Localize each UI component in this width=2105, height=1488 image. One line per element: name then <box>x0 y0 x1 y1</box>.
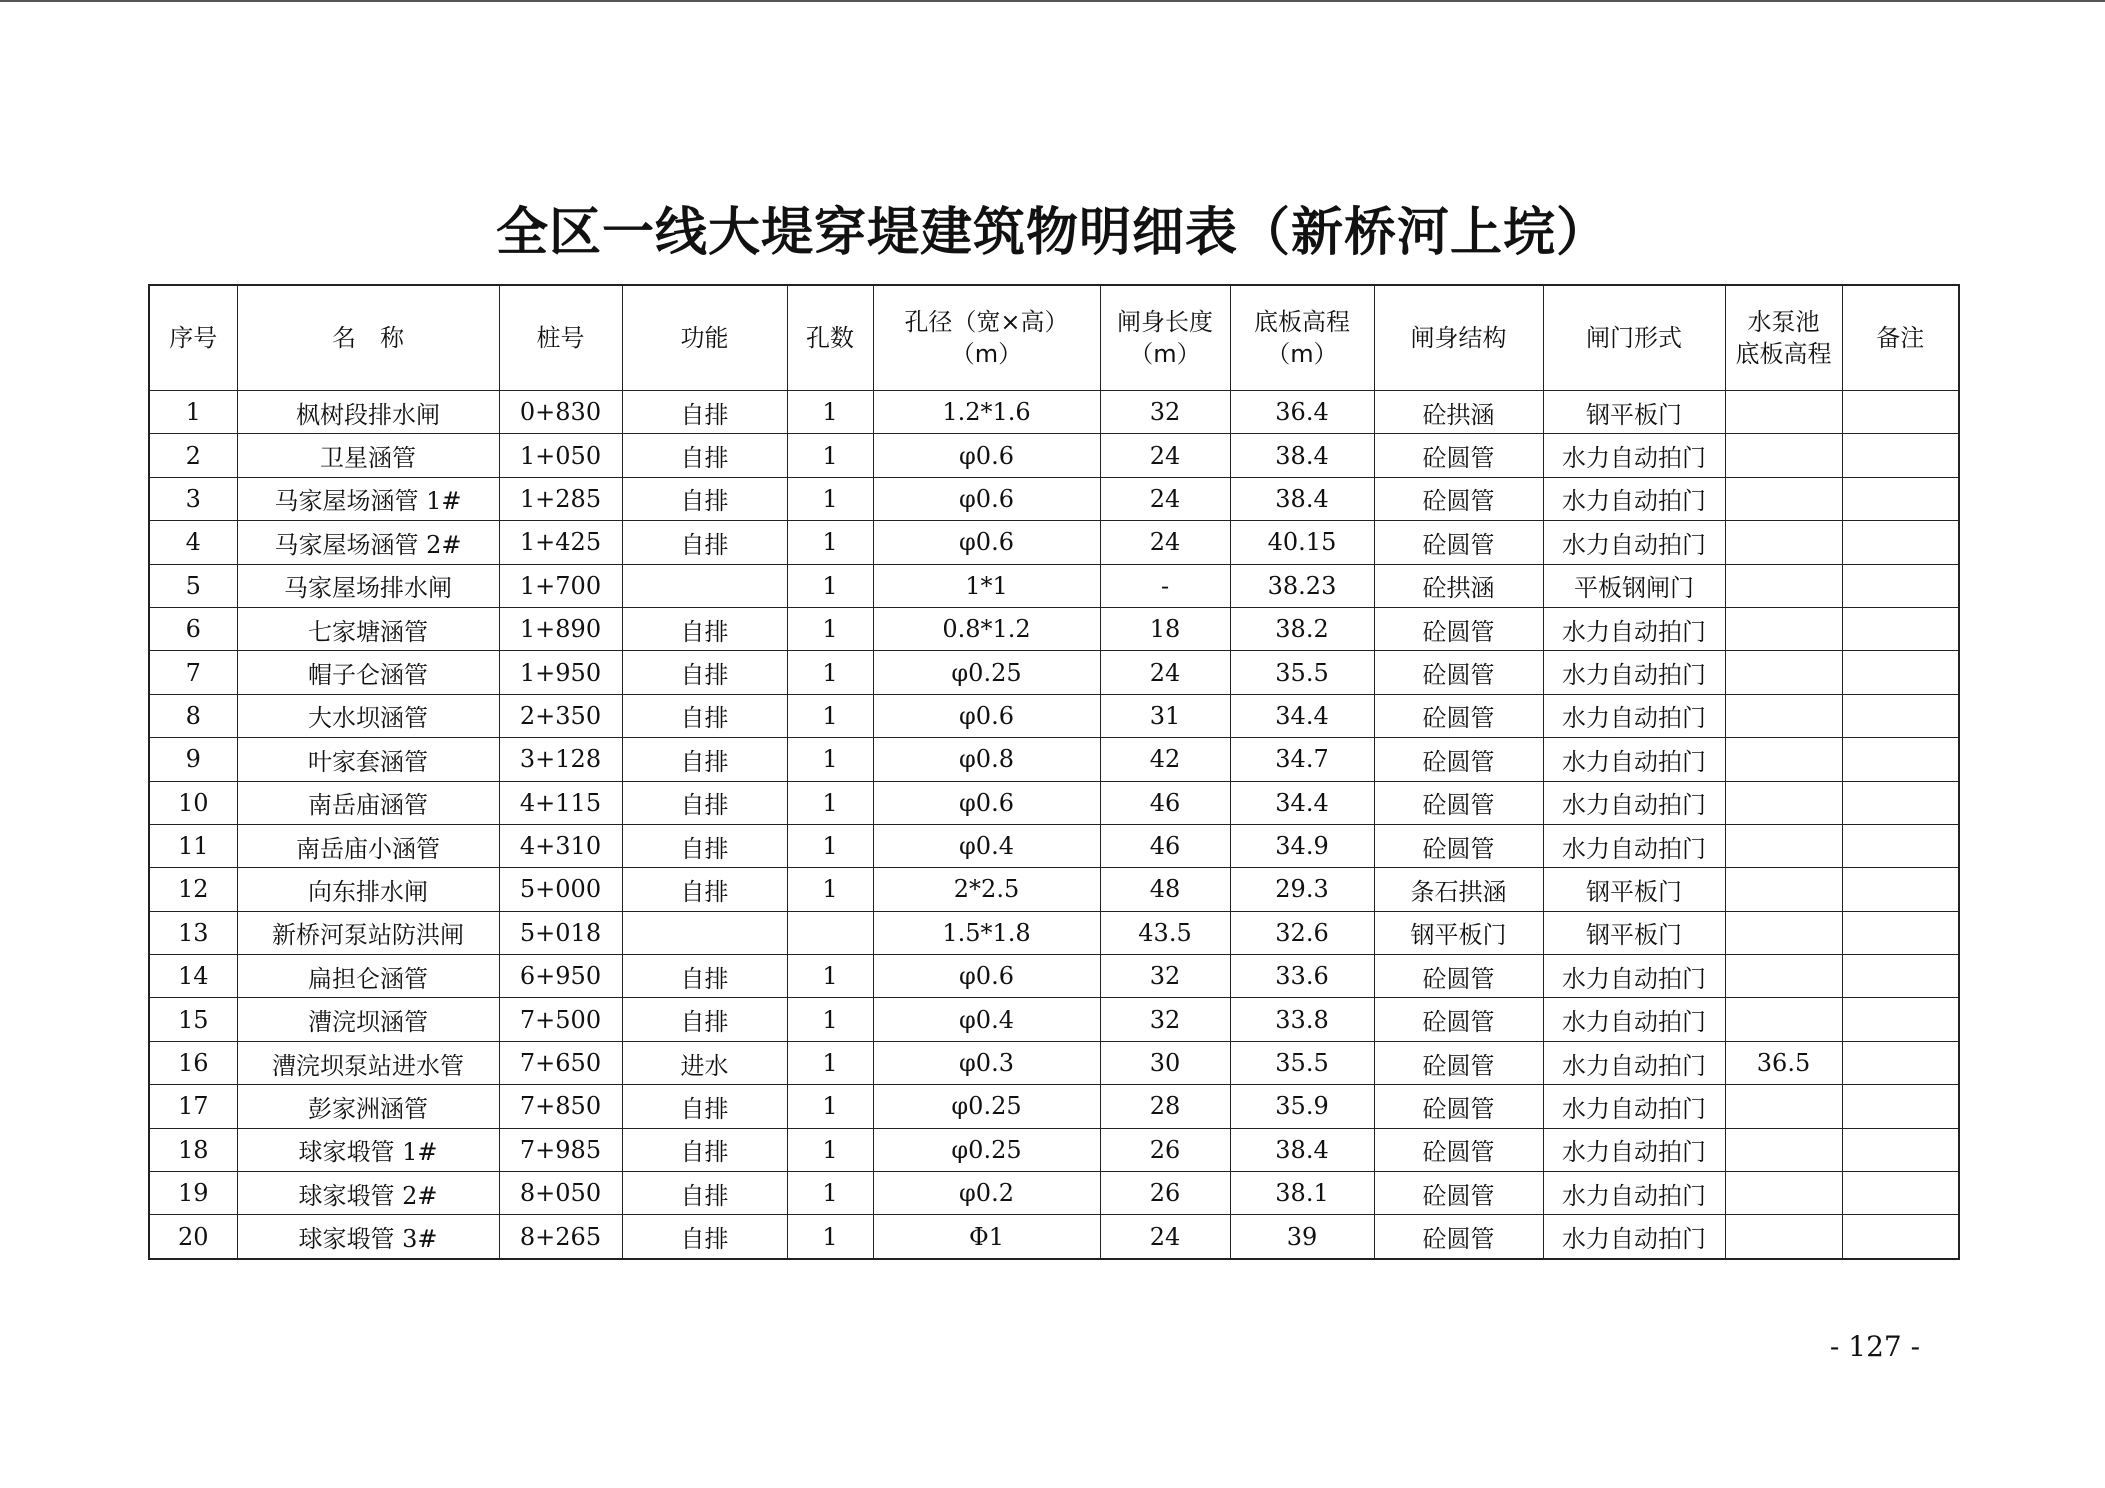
cell-seq: 5 <box>149 564 237 607</box>
cell-hole-size: φ0.6 <box>873 477 1100 520</box>
cell-name: 马家屋场涵管 1# <box>237 477 499 520</box>
table-row <box>149 998 1959 1041</box>
header-hole-size: 孔径（宽×高） （m） <box>873 285 1100 391</box>
cell-gate-structure: 砼圆管 <box>1374 1085 1543 1128</box>
cell-holes: 1 <box>787 1128 873 1171</box>
table-row <box>149 694 1959 737</box>
cell-pump-pool-elevation <box>1725 1215 1842 1259</box>
cell-gate-type: 水力自动拍门 <box>1543 1041 1725 1084</box>
cell-station: 3+128 <box>499 738 622 781</box>
cell-station: 8+050 <box>499 1172 622 1215</box>
cell-floor-elevation: 35.5 <box>1230 1041 1374 1084</box>
cell-note <box>1842 955 1959 998</box>
cell-holes: 1 <box>787 477 873 520</box>
cell-function: 自排 <box>622 1128 787 1171</box>
cell-station: 8+265 <box>499 1215 622 1259</box>
header-name: 名 称 <box>237 285 499 391</box>
cell-holes: 1 <box>787 1041 873 1084</box>
cell-holes: 1 <box>787 651 873 694</box>
cell-function: 自排 <box>622 1085 787 1128</box>
table-row <box>149 911 1959 954</box>
cell-gate-type: 钢平板门 <box>1543 868 1725 911</box>
cell-holes: 1 <box>787 694 873 737</box>
cell-note <box>1842 651 1959 694</box>
cell-hole-size: φ0.3 <box>873 1041 1100 1084</box>
cell-name: 卫星涵管 <box>237 434 499 477</box>
cell-note <box>1842 391 1959 434</box>
cell-name: 球家塅管 1# <box>237 1128 499 1171</box>
cell-gate-length: 24 <box>1100 521 1230 564</box>
cell-name: 大水坝涵管 <box>237 694 499 737</box>
cell-station: 1+950 <box>499 651 622 694</box>
cell-gate-length: 24 <box>1100 651 1230 694</box>
cell-station: 0+830 <box>499 391 622 434</box>
cell-pump-pool-elevation <box>1725 781 1842 824</box>
cell-hole-size: φ0.25 <box>873 651 1100 694</box>
cell-seq: 13 <box>149 911 237 954</box>
cell-name: 球家塅管 3# <box>237 1215 499 1259</box>
cell-gate-structure: 砼圆管 <box>1374 738 1543 781</box>
table-row <box>149 1172 1959 1215</box>
structures-table <box>148 284 1960 1260</box>
cell-name: 马家屋场排水闸 <box>237 564 499 607</box>
cell-note <box>1842 434 1959 477</box>
cell-pump-pool-elevation <box>1725 694 1842 737</box>
cell-gate-length: 24 <box>1100 1215 1230 1259</box>
cell-hole-size: φ0.4 <box>873 998 1100 1041</box>
cell-gate-type: 水力自动拍门 <box>1543 738 1725 781</box>
cell-note <box>1842 781 1959 824</box>
cell-holes: 1 <box>787 1172 873 1215</box>
cell-seq: 15 <box>149 998 237 1041</box>
cell-gate-type: 钢平板门 <box>1543 391 1725 434</box>
cell-gate-structure: 砼圆管 <box>1374 1172 1543 1215</box>
cell-gate-length: 32 <box>1100 998 1230 1041</box>
cell-floor-elevation: 38.4 <box>1230 477 1374 520</box>
table-row <box>149 434 1959 477</box>
cell-note <box>1842 824 1959 867</box>
cell-pump-pool-elevation <box>1725 477 1842 520</box>
cell-floor-elevation: 35.5 <box>1230 651 1374 694</box>
cell-gate-type: 水力自动拍门 <box>1543 955 1725 998</box>
table-row <box>149 868 1959 911</box>
cell-floor-elevation: 34.4 <box>1230 694 1374 737</box>
cell-gate-structure: 砼圆管 <box>1374 521 1543 564</box>
cell-holes: 1 <box>787 824 873 867</box>
cell-pump-pool-elevation <box>1725 911 1842 954</box>
cell-gate-type: 水力自动拍门 <box>1543 434 1725 477</box>
table-row <box>149 1041 1959 1084</box>
cell-hole-size: φ0.6 <box>873 781 1100 824</box>
cell-floor-elevation: 36.4 <box>1230 391 1374 434</box>
cell-holes: 1 <box>787 998 873 1041</box>
cell-station: 1+425 <box>499 521 622 564</box>
table-row <box>149 521 1959 564</box>
cell-hole-size: 2*2.5 <box>873 868 1100 911</box>
cell-gate-length: 48 <box>1100 868 1230 911</box>
cell-floor-elevation: 39 <box>1230 1215 1374 1259</box>
header-pump-pool-elevation: 水泵池 底板高程 <box>1725 285 1842 391</box>
cell-pump-pool-elevation <box>1725 434 1842 477</box>
cell-gate-structure: 砼拱涵 <box>1374 564 1543 607</box>
cell-station: 5+000 <box>499 868 622 911</box>
cell-name: 帽子仑涵管 <box>237 651 499 694</box>
cell-note <box>1842 911 1959 954</box>
cell-hole-size: φ0.8 <box>873 738 1100 781</box>
cell-function: 自排 <box>622 1215 787 1259</box>
cell-function: 自排 <box>622 868 787 911</box>
cell-station: 1+285 <box>499 477 622 520</box>
cell-function: 自排 <box>622 607 787 650</box>
header-function: 功能 <box>622 285 787 391</box>
cell-function: 进水 <box>622 1041 787 1084</box>
cell-name: 球家塅管 2# <box>237 1172 499 1215</box>
cell-gate-type: 水力自动拍门 <box>1543 651 1725 694</box>
cell-gate-type: 水力自动拍门 <box>1543 477 1725 520</box>
cell-note <box>1842 998 1959 1041</box>
cell-gate-type: 平板钢闸门 <box>1543 564 1725 607</box>
cell-gate-length: 26 <box>1100 1128 1230 1171</box>
cell-function: 自排 <box>622 391 787 434</box>
cell-gate-structure: 砼圆管 <box>1374 607 1543 650</box>
cell-holes: 1 <box>787 1215 873 1259</box>
cell-pump-pool-elevation <box>1725 1172 1842 1215</box>
cell-station: 7+650 <box>499 1041 622 1084</box>
cell-function: 自排 <box>622 651 787 694</box>
cell-holes: 1 <box>787 955 873 998</box>
cell-gate-length: 30 <box>1100 1041 1230 1084</box>
cell-note <box>1842 1172 1959 1215</box>
cell-gate-type: 水力自动拍门 <box>1543 1172 1725 1215</box>
cell-pump-pool-elevation <box>1725 1085 1842 1128</box>
cell-name: 漕浣坝涵管 <box>237 998 499 1041</box>
cell-floor-elevation: 38.23 <box>1230 564 1374 607</box>
cell-station: 7+985 <box>499 1128 622 1171</box>
cell-note <box>1842 564 1959 607</box>
cell-station: 2+350 <box>499 694 622 737</box>
cell-gate-structure: 砼圆管 <box>1374 998 1543 1041</box>
header-note: 备注 <box>1842 285 1959 391</box>
cell-note <box>1842 1128 1959 1171</box>
table-row <box>149 607 1959 650</box>
cell-note <box>1842 694 1959 737</box>
cell-pump-pool-elevation <box>1725 521 1842 564</box>
cell-pump-pool-elevation <box>1725 955 1842 998</box>
header-holes: 孔数 <box>787 285 873 391</box>
table-row <box>149 477 1959 520</box>
table-row <box>149 824 1959 867</box>
page-top-border <box>0 0 2105 2</box>
cell-gate-type: 水力自动拍门 <box>1543 824 1725 867</box>
cell-floor-elevation: 35.9 <box>1230 1085 1374 1128</box>
cell-function: 自排 <box>622 781 787 824</box>
cell-holes: 1 <box>787 868 873 911</box>
table-row <box>149 738 1959 781</box>
header-floor-elevation: 底板高程 （m） <box>1230 285 1374 391</box>
page-title: 全区一线大堤穿堤建筑物明细表（新桥河上垸） <box>495 203 1609 263</box>
cell-holes: 1 <box>787 738 873 781</box>
cell-gate-structure: 砼圆管 <box>1374 694 1543 737</box>
cell-station: 4+310 <box>499 824 622 867</box>
cell-pump-pool-elevation <box>1725 391 1842 434</box>
cell-gate-type: 水力自动拍门 <box>1543 1085 1725 1128</box>
cell-gate-length: 43.5 <box>1100 911 1230 954</box>
cell-note <box>1842 868 1959 911</box>
cell-name: 漕浣坝泵站进水管 <box>237 1041 499 1084</box>
cell-hole-size: 0.8*1.2 <box>873 607 1100 650</box>
cell-gate-structure: 砼圆管 <box>1374 955 1543 998</box>
cell-gate-type: 钢平板门 <box>1543 911 1725 954</box>
table-row <box>149 651 1959 694</box>
cell-seq: 18 <box>149 1128 237 1171</box>
cell-hole-size: 1*1 <box>873 564 1100 607</box>
cell-station: 5+018 <box>499 911 622 954</box>
table-row <box>149 391 1959 434</box>
cell-gate-structure: 砼拱涵 <box>1374 391 1543 434</box>
cell-seq: 4 <box>149 521 237 564</box>
cell-gate-structure: 钢平板门 <box>1374 911 1543 954</box>
cell-station: 6+950 <box>499 955 622 998</box>
cell-seq: 17 <box>149 1085 237 1128</box>
cell-function: 自排 <box>622 477 787 520</box>
cell-floor-elevation: 38.1 <box>1230 1172 1374 1215</box>
cell-floor-elevation: 40.15 <box>1230 521 1374 564</box>
cell-hole-size: φ0.25 <box>873 1085 1100 1128</box>
cell-gate-structure: 砼圆管 <box>1374 434 1543 477</box>
cell-gate-type: 水力自动拍门 <box>1543 781 1725 824</box>
cell-floor-elevation: 34.7 <box>1230 738 1374 781</box>
cell-floor-elevation: 33.6 <box>1230 955 1374 998</box>
cell-seq: 14 <box>149 955 237 998</box>
cell-hole-size: φ0.25 <box>873 1128 1100 1171</box>
table-row <box>149 1215 1959 1259</box>
cell-hole-size: φ0.4 <box>873 824 1100 867</box>
cell-name: 七家塘涵管 <box>237 607 499 650</box>
cell-holes: 1 <box>787 434 873 477</box>
cell-holes: 1 <box>787 391 873 434</box>
table-row <box>149 564 1959 607</box>
cell-gate-length: 46 <box>1100 781 1230 824</box>
cell-gate-structure: 砼圆管 <box>1374 781 1543 824</box>
cell-hole-size: φ0.6 <box>873 521 1100 564</box>
cell-gate-type: 水力自动拍门 <box>1543 521 1725 564</box>
cell-note <box>1842 521 1959 564</box>
cell-holes: 1 <box>787 521 873 564</box>
cell-function: 自排 <box>622 1172 787 1215</box>
cell-holes: 1 <box>787 607 873 650</box>
cell-gate-length: 32 <box>1100 955 1230 998</box>
cell-gate-length: 24 <box>1100 477 1230 520</box>
cell-name: 扁担仑涵管 <box>237 955 499 998</box>
cell-gate-length: 18 <box>1100 607 1230 650</box>
cell-note <box>1842 1085 1959 1128</box>
table-row <box>149 1128 1959 1171</box>
cell-hole-size: φ0.6 <box>873 955 1100 998</box>
cell-hole-size: φ0.2 <box>873 1172 1100 1215</box>
cell-name: 叶家套涵管 <box>237 738 499 781</box>
cell-hole-size: Φ1 <box>873 1215 1100 1259</box>
cell-holes: 1 <box>787 564 873 607</box>
cell-floor-elevation: 38.4 <box>1230 1128 1374 1171</box>
cell-name: 彭家洲涵管 <box>237 1085 499 1128</box>
cell-seq: 20 <box>149 1215 237 1259</box>
cell-pump-pool-elevation <box>1725 738 1842 781</box>
cell-pump-pool-elevation <box>1725 824 1842 867</box>
header-gate-structure: 闸身结构 <box>1374 285 1543 391</box>
cell-hole-size: φ0.6 <box>873 694 1100 737</box>
cell-pump-pool-elevation <box>1725 651 1842 694</box>
cell-hole-size: 1.5*1.8 <box>873 911 1100 954</box>
cell-function <box>622 564 787 607</box>
table-body <box>149 391 1959 1259</box>
cell-name: 枫树段排水闸 <box>237 391 499 434</box>
cell-seq: 1 <box>149 391 237 434</box>
cell-note <box>1842 1041 1959 1084</box>
cell-name: 新桥河泵站防洪闸 <box>237 911 499 954</box>
cell-gate-structure: 砼圆管 <box>1374 651 1543 694</box>
cell-gate-structure: 砼圆管 <box>1374 1041 1543 1084</box>
cell-seq: 6 <box>149 607 237 650</box>
cell-holes <box>787 911 873 954</box>
cell-pump-pool-elevation <box>1725 998 1842 1041</box>
cell-note <box>1842 477 1959 520</box>
cell-floor-elevation: 34.4 <box>1230 781 1374 824</box>
cell-station: 7+500 <box>499 998 622 1041</box>
cell-seq: 3 <box>149 477 237 520</box>
cell-gate-type: 水力自动拍门 <box>1543 1215 1725 1259</box>
cell-seq: 12 <box>149 868 237 911</box>
cell-seq: 16 <box>149 1041 237 1084</box>
cell-station: 4+115 <box>499 781 622 824</box>
cell-gate-length: - <box>1100 564 1230 607</box>
cell-function: 自排 <box>622 998 787 1041</box>
cell-gate-length: 28 <box>1100 1085 1230 1128</box>
table-row <box>149 781 1959 824</box>
cell-gate-type: 水力自动拍门 <box>1543 1128 1725 1171</box>
cell-hole-size: φ0.6 <box>873 434 1100 477</box>
cell-floor-elevation: 38.2 <box>1230 607 1374 650</box>
cell-gate-length: 32 <box>1100 391 1230 434</box>
table-header-row <box>149 285 1959 391</box>
cell-function: 自排 <box>622 955 787 998</box>
cell-seq: 8 <box>149 694 237 737</box>
cell-floor-elevation: 32.6 <box>1230 911 1374 954</box>
cell-gate-structure: 砼圆管 <box>1374 824 1543 867</box>
cell-function: 自排 <box>622 434 787 477</box>
cell-gate-length: 26 <box>1100 1172 1230 1215</box>
cell-floor-elevation: 38.4 <box>1230 434 1374 477</box>
header-seq: 序号 <box>149 285 237 391</box>
cell-name: 南岳庙小涵管 <box>237 824 499 867</box>
cell-note <box>1842 738 1959 781</box>
cell-seq: 19 <box>149 1172 237 1215</box>
cell-holes: 1 <box>787 1085 873 1128</box>
cell-gate-length: 31 <box>1100 694 1230 737</box>
cell-holes: 1 <box>787 781 873 824</box>
cell-name: 向东排水闸 <box>237 868 499 911</box>
cell-function: 自排 <box>622 824 787 867</box>
header-gate-length: 闸身长度 （m） <box>1100 285 1230 391</box>
cell-floor-elevation: 34.9 <box>1230 824 1374 867</box>
cell-gate-type: 水力自动拍门 <box>1543 607 1725 650</box>
cell-seq: 11 <box>149 824 237 867</box>
cell-gate-structure: 砼圆管 <box>1374 1215 1543 1259</box>
cell-gate-length: 42 <box>1100 738 1230 781</box>
cell-seq: 7 <box>149 651 237 694</box>
cell-function: 自排 <box>622 694 787 737</box>
cell-name: 马家屋场涵管 2# <box>237 521 499 564</box>
table-row <box>149 955 1959 998</box>
cell-seq: 10 <box>149 781 237 824</box>
cell-pump-pool-elevation <box>1725 868 1842 911</box>
cell-station: 7+850 <box>499 1085 622 1128</box>
cell-function: 自排 <box>622 521 787 564</box>
cell-hole-size: 1.2*1.6 <box>873 391 1100 434</box>
cell-function: 自排 <box>622 738 787 781</box>
cell-note <box>1842 1215 1959 1259</box>
cell-gate-structure: 砼圆管 <box>1374 477 1543 520</box>
cell-pump-pool-elevation <box>1725 607 1842 650</box>
page-number: - 127 - <box>1829 1330 1921 1363</box>
cell-floor-elevation: 33.8 <box>1230 998 1374 1041</box>
cell-gate-type: 水力自动拍门 <box>1543 998 1725 1041</box>
header-station: 桩号 <box>499 285 622 391</box>
header-gate-type: 闸门形式 <box>1543 285 1725 391</box>
cell-station: 1+700 <box>499 564 622 607</box>
cell-function <box>622 911 787 954</box>
table-row <box>149 1085 1959 1128</box>
cell-note <box>1842 607 1959 650</box>
cell-floor-elevation: 29.3 <box>1230 868 1374 911</box>
cell-gate-length: 24 <box>1100 434 1230 477</box>
cell-gate-length: 46 <box>1100 824 1230 867</box>
cell-gate-structure: 条石拱涵 <box>1374 868 1543 911</box>
cell-pump-pool-elevation: 36.5 <box>1725 1041 1842 1084</box>
cell-seq: 9 <box>149 738 237 781</box>
cell-gate-type: 水力自动拍门 <box>1543 694 1725 737</box>
cell-name: 南岳庙涵管 <box>237 781 499 824</box>
cell-gate-structure: 砼圆管 <box>1374 1128 1543 1171</box>
cell-seq: 2 <box>149 434 237 477</box>
cell-station: 1+050 <box>499 434 622 477</box>
cell-station: 1+890 <box>499 607 622 650</box>
cell-pump-pool-elevation <box>1725 564 1842 607</box>
cell-pump-pool-elevation <box>1725 1128 1842 1171</box>
